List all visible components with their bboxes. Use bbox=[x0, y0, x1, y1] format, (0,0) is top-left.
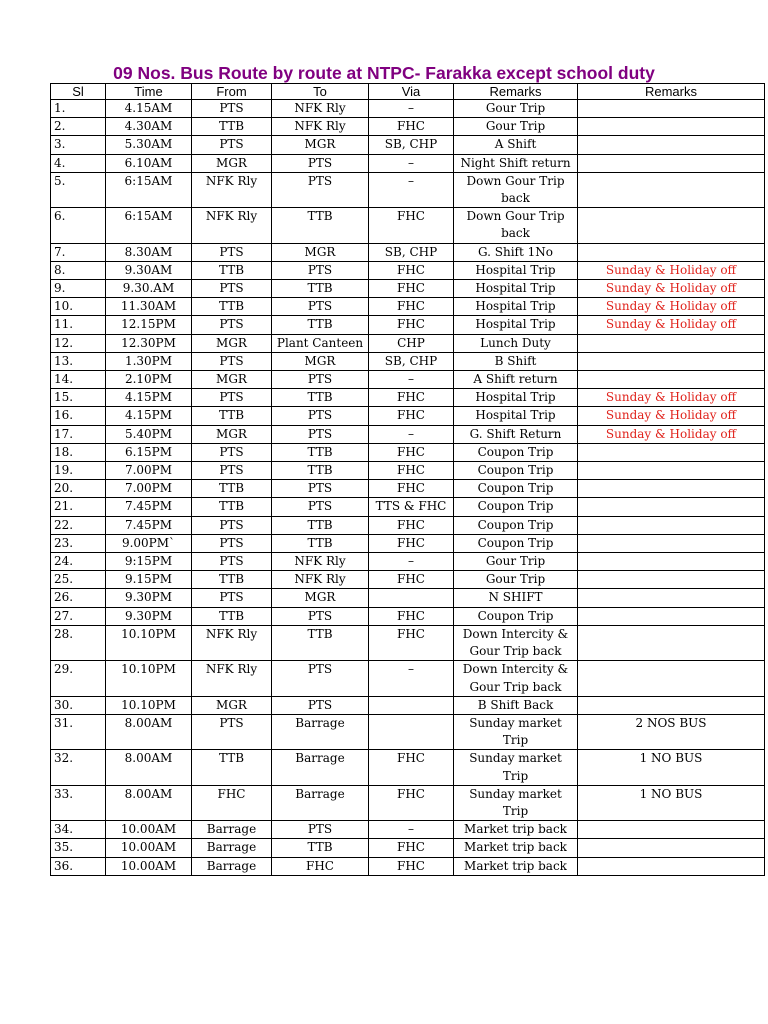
cell-remarks: Coupon Trip bbox=[454, 534, 578, 552]
cell-sl: 18. bbox=[51, 443, 106, 461]
table-row bbox=[51, 208, 765, 243]
cell-via: TTS & FHC bbox=[369, 498, 454, 516]
cell-sl: 5. bbox=[51, 172, 106, 207]
cell-from: NFK Rly bbox=[192, 661, 272, 696]
cell-via: CHP bbox=[369, 334, 454, 352]
cell-via: – bbox=[369, 100, 454, 118]
cell-via: FHC bbox=[369, 208, 454, 243]
cell-from: TTB bbox=[192, 480, 272, 498]
cell-to: PTS bbox=[272, 607, 369, 625]
cell-remarks: Market trip back bbox=[454, 857, 578, 875]
bus-route-table bbox=[50, 83, 765, 876]
cell-remarks: G. Shift Return bbox=[454, 425, 578, 443]
cell-from: PTS bbox=[192, 136, 272, 154]
cell-remarks-2 bbox=[578, 100, 765, 118]
cell-time: 1.30PM bbox=[106, 352, 192, 370]
cell-remarks-2 bbox=[578, 571, 765, 589]
cell-to: TTB bbox=[272, 534, 369, 552]
cell-remarks-2: Sunday & Holiday off bbox=[578, 280, 765, 298]
cell-remarks-2 bbox=[578, 154, 765, 172]
cell-remarks: Hospital Trip bbox=[454, 280, 578, 298]
cell-via: – bbox=[369, 154, 454, 172]
cell-remarks-2: Sunday & Holiday off bbox=[578, 298, 765, 316]
cell-sl: 25. bbox=[51, 571, 106, 589]
cell-sl: 26. bbox=[51, 589, 106, 607]
cell-remarks: Sunday market Trip bbox=[454, 785, 578, 820]
cell-time: 7.00PM bbox=[106, 462, 192, 480]
table-row bbox=[51, 172, 765, 207]
table-row bbox=[51, 498, 765, 516]
cell-remarks: Sunday market Trip bbox=[454, 714, 578, 749]
header-to: To bbox=[272, 84, 369, 100]
cell-to: PTS bbox=[272, 661, 369, 696]
cell-time: 9.30PM bbox=[106, 589, 192, 607]
cell-sl: 27. bbox=[51, 607, 106, 625]
cell-via: FHC bbox=[369, 443, 454, 461]
header-from: From bbox=[192, 84, 272, 100]
cell-via bbox=[369, 589, 454, 607]
cell-sl: 6. bbox=[51, 208, 106, 243]
cell-remarks: Coupon Trip bbox=[454, 462, 578, 480]
table-body bbox=[51, 100, 765, 876]
cell-time: 10.00AM bbox=[106, 857, 192, 875]
table-row bbox=[51, 534, 765, 552]
cell-time: 10.00AM bbox=[106, 821, 192, 839]
cell-remarks: Gour Trip bbox=[454, 100, 578, 118]
table-row bbox=[51, 607, 765, 625]
cell-time: 11.30AM bbox=[106, 298, 192, 316]
cell-via: FHC bbox=[369, 462, 454, 480]
cell-sl: 15. bbox=[51, 389, 106, 407]
cell-sl: 13. bbox=[51, 352, 106, 370]
cell-sl: 33. bbox=[51, 785, 106, 820]
cell-to: PTS bbox=[272, 498, 369, 516]
cell-via: FHC bbox=[369, 407, 454, 425]
cell-sl: 8. bbox=[51, 261, 106, 279]
cell-time: 8.00AM bbox=[106, 785, 192, 820]
cell-remarks: Hospital Trip bbox=[454, 389, 578, 407]
cell-remarks-2: Sunday & Holiday off bbox=[578, 407, 765, 425]
cell-sl: 30. bbox=[51, 696, 106, 714]
cell-remarks: Down Gour Trip back bbox=[454, 208, 578, 243]
cell-remarks: Coupon Trip bbox=[454, 516, 578, 534]
cell-time: 9.30.AM bbox=[106, 280, 192, 298]
cell-from: NFK Rly bbox=[192, 172, 272, 207]
cell-remarks-2 bbox=[578, 443, 765, 461]
table-row bbox=[51, 857, 765, 875]
cell-from: PTS bbox=[192, 589, 272, 607]
cell-time: 12.30PM bbox=[106, 334, 192, 352]
cell-sl: 17. bbox=[51, 425, 106, 443]
table-row bbox=[51, 589, 765, 607]
table-row bbox=[51, 100, 765, 118]
cell-from: TTB bbox=[192, 118, 272, 136]
cell-from: PTS bbox=[192, 100, 272, 118]
table-row bbox=[51, 821, 765, 839]
cell-time: 6:15AM bbox=[106, 208, 192, 243]
cell-via: – bbox=[369, 553, 454, 571]
cell-to: PTS bbox=[272, 298, 369, 316]
cell-via: SB, CHP bbox=[369, 352, 454, 370]
cell-to: TTB bbox=[272, 208, 369, 243]
cell-from: TTB bbox=[192, 498, 272, 516]
cell-from: Barrage bbox=[192, 839, 272, 857]
cell-time: 4.15PM bbox=[106, 389, 192, 407]
cell-from: TTB bbox=[192, 607, 272, 625]
cell-to: NFK Rly bbox=[272, 553, 369, 571]
cell-sl: 16. bbox=[51, 407, 106, 425]
cell-time: 7.45PM bbox=[106, 516, 192, 534]
cell-from: TTB bbox=[192, 298, 272, 316]
cell-time: 4.15AM bbox=[106, 100, 192, 118]
cell-remarks: Coupon Trip bbox=[454, 607, 578, 625]
table-row bbox=[51, 407, 765, 425]
cell-sl: 31. bbox=[51, 714, 106, 749]
table-row bbox=[51, 118, 765, 136]
table-row bbox=[51, 261, 765, 279]
cell-time: 7.00PM bbox=[106, 480, 192, 498]
cell-to: Barrage bbox=[272, 750, 369, 785]
cell-remarks-2 bbox=[578, 821, 765, 839]
cell-time: 5.30AM bbox=[106, 136, 192, 154]
cell-via: – bbox=[369, 172, 454, 207]
cell-from: PTS bbox=[192, 243, 272, 261]
table-row bbox=[51, 136, 765, 154]
cell-time: 7.45PM bbox=[106, 498, 192, 516]
cell-from: PTS bbox=[192, 389, 272, 407]
cell-to: Plant Canteen bbox=[272, 334, 369, 352]
cell-from: Barrage bbox=[192, 857, 272, 875]
cell-to: Barrage bbox=[272, 785, 369, 820]
cell-from: MGR bbox=[192, 371, 272, 389]
table-row bbox=[51, 750, 765, 785]
cell-remarks: Gour Trip bbox=[454, 118, 578, 136]
cell-sl: 14. bbox=[51, 371, 106, 389]
table-row bbox=[51, 154, 765, 172]
cell-remarks: Market trip back bbox=[454, 839, 578, 857]
header-sl: Sl bbox=[51, 84, 106, 100]
cell-time: 8.00AM bbox=[106, 714, 192, 749]
cell-time: 6.15PM bbox=[106, 443, 192, 461]
table-row bbox=[51, 696, 765, 714]
cell-remarks: Hospital Trip bbox=[454, 316, 578, 334]
cell-remarks: Gour Trip bbox=[454, 553, 578, 571]
cell-remarks-2 bbox=[578, 498, 765, 516]
table-row bbox=[51, 371, 765, 389]
cell-to: FHC bbox=[272, 857, 369, 875]
document-title: 09 Nos. Bus Route by route at NTPC- Farakka except school duty bbox=[113, 63, 655, 83]
cell-remarks-2 bbox=[578, 480, 765, 498]
cell-remarks: Night Shift return bbox=[454, 154, 578, 172]
cell-time: 4.30AM bbox=[106, 118, 192, 136]
table-row bbox=[51, 425, 765, 443]
cell-remarks-2: 1 NO BUS bbox=[578, 785, 765, 820]
table-row bbox=[51, 553, 765, 571]
cell-to: PTS bbox=[272, 154, 369, 172]
cell-remarks-2 bbox=[578, 136, 765, 154]
cell-remarks-2 bbox=[578, 625, 765, 660]
cell-to: NFK Rly bbox=[272, 100, 369, 118]
cell-from: MGR bbox=[192, 154, 272, 172]
cell-remarks-2 bbox=[578, 172, 765, 207]
cell-from: MGR bbox=[192, 334, 272, 352]
cell-from: PTS bbox=[192, 516, 272, 534]
cell-time: 9.15PM bbox=[106, 571, 192, 589]
cell-remarks-2 bbox=[578, 208, 765, 243]
cell-remarks: B Shift Back bbox=[454, 696, 578, 714]
cell-remarks: Coupon Trip bbox=[454, 443, 578, 461]
header-time: Time bbox=[106, 84, 192, 100]
cell-time: 9:15PM bbox=[106, 553, 192, 571]
cell-via: SB, CHP bbox=[369, 243, 454, 261]
cell-via: FHC bbox=[369, 118, 454, 136]
cell-via: FHC bbox=[369, 280, 454, 298]
cell-remarks-2 bbox=[578, 696, 765, 714]
cell-sl: 21. bbox=[51, 498, 106, 516]
cell-remarks: Market trip back bbox=[454, 821, 578, 839]
table-row bbox=[51, 714, 765, 749]
table-row bbox=[51, 352, 765, 370]
table-row bbox=[51, 316, 765, 334]
cell-from: PTS bbox=[192, 352, 272, 370]
table-row bbox=[51, 334, 765, 352]
table-row bbox=[51, 243, 765, 261]
cell-to: PTS bbox=[272, 821, 369, 839]
table-header-row bbox=[51, 84, 765, 100]
cell-time: 9.30AM bbox=[106, 261, 192, 279]
cell-sl: 34. bbox=[51, 821, 106, 839]
table-row bbox=[51, 661, 765, 696]
cell-remarks: A Shift bbox=[454, 136, 578, 154]
cell-sl: 3. bbox=[51, 136, 106, 154]
cell-remarks-2 bbox=[578, 607, 765, 625]
cell-remarks-2 bbox=[578, 553, 765, 571]
cell-sl: 7. bbox=[51, 243, 106, 261]
table-row bbox=[51, 839, 765, 857]
cell-from: PTS bbox=[192, 316, 272, 334]
cell-time: 10.10PM bbox=[106, 696, 192, 714]
cell-sl: 11. bbox=[51, 316, 106, 334]
cell-via: FHC bbox=[369, 389, 454, 407]
cell-remarks: B Shift bbox=[454, 352, 578, 370]
cell-remarks-2: Sunday & Holiday off bbox=[578, 316, 765, 334]
cell-remarks-2 bbox=[578, 334, 765, 352]
cell-from: NFK Rly bbox=[192, 208, 272, 243]
cell-via: FHC bbox=[369, 625, 454, 660]
cell-remarks: Down Intercity & Gour Trip back bbox=[454, 625, 578, 660]
cell-from: TTB bbox=[192, 261, 272, 279]
cell-from: MGR bbox=[192, 696, 272, 714]
cell-via: FHC bbox=[369, 750, 454, 785]
cell-sl: 12. bbox=[51, 334, 106, 352]
cell-remarks-2 bbox=[578, 857, 765, 875]
header-remarks-2: Remarks bbox=[578, 84, 765, 100]
cell-via: – bbox=[369, 425, 454, 443]
table-row bbox=[51, 443, 765, 461]
cell-remarks: Hospital Trip bbox=[454, 407, 578, 425]
cell-to: TTB bbox=[272, 316, 369, 334]
table-row bbox=[51, 462, 765, 480]
cell-to: PTS bbox=[272, 371, 369, 389]
cell-sl: 4. bbox=[51, 154, 106, 172]
cell-remarks: Coupon Trip bbox=[454, 480, 578, 498]
table-row bbox=[51, 625, 765, 660]
cell-to: TTB bbox=[272, 389, 369, 407]
cell-time: 8.00AM bbox=[106, 750, 192, 785]
cell-sl: 24. bbox=[51, 553, 106, 571]
cell-to: PTS bbox=[272, 696, 369, 714]
cell-sl: 1. bbox=[51, 100, 106, 118]
cell-via: – bbox=[369, 661, 454, 696]
cell-to: TTB bbox=[272, 625, 369, 660]
cell-remarks-2 bbox=[578, 371, 765, 389]
cell-to: TTB bbox=[272, 839, 369, 857]
cell-via: FHC bbox=[369, 607, 454, 625]
cell-to: PTS bbox=[272, 407, 369, 425]
cell-to: MGR bbox=[272, 136, 369, 154]
cell-via: – bbox=[369, 821, 454, 839]
cell-to: PTS bbox=[272, 480, 369, 498]
cell-remarks-2: Sunday & Holiday off bbox=[578, 389, 765, 407]
cell-via: FHC bbox=[369, 857, 454, 875]
cell-time: 8.30AM bbox=[106, 243, 192, 261]
cell-remarks: Hospital Trip bbox=[454, 261, 578, 279]
cell-via: SB, CHP bbox=[369, 136, 454, 154]
cell-remarks-2: 1 NO BUS bbox=[578, 750, 765, 785]
cell-time: 6.10AM bbox=[106, 154, 192, 172]
cell-sl: 23. bbox=[51, 534, 106, 552]
cell-to: PTS bbox=[272, 172, 369, 207]
cell-remarks-2: Sunday & Holiday off bbox=[578, 261, 765, 279]
cell-from: PTS bbox=[192, 280, 272, 298]
cell-from: FHC bbox=[192, 785, 272, 820]
cell-to: NFK Rly bbox=[272, 118, 369, 136]
cell-remarks-2 bbox=[578, 243, 765, 261]
cell-time: 10.10PM bbox=[106, 661, 192, 696]
cell-via: FHC bbox=[369, 785, 454, 820]
cell-via: FHC bbox=[369, 516, 454, 534]
cell-to: PTS bbox=[272, 425, 369, 443]
cell-via: FHC bbox=[369, 839, 454, 857]
cell-sl: 32. bbox=[51, 750, 106, 785]
cell-from: Barrage bbox=[192, 821, 272, 839]
cell-to: MGR bbox=[272, 243, 369, 261]
table-row bbox=[51, 571, 765, 589]
cell-time: 4.15PM bbox=[106, 407, 192, 425]
cell-to: MGR bbox=[272, 589, 369, 607]
cell-time: 9.00PM` bbox=[106, 534, 192, 552]
cell-to: TTB bbox=[272, 443, 369, 461]
cell-remarks-2 bbox=[578, 516, 765, 534]
cell-remarks-2 bbox=[578, 462, 765, 480]
cell-remarks: Lunch Duty bbox=[454, 334, 578, 352]
cell-sl: 22. bbox=[51, 516, 106, 534]
cell-to: NFK Rly bbox=[272, 571, 369, 589]
cell-sl: 28. bbox=[51, 625, 106, 660]
cell-via: – bbox=[369, 371, 454, 389]
cell-to: MGR bbox=[272, 352, 369, 370]
cell-time: 12.15PM bbox=[106, 316, 192, 334]
cell-from: PTS bbox=[192, 462, 272, 480]
cell-sl: 35. bbox=[51, 839, 106, 857]
cell-to: PTS bbox=[272, 261, 369, 279]
cell-sl: 2. bbox=[51, 118, 106, 136]
cell-remarks: Down Gour Trip back bbox=[454, 172, 578, 207]
cell-time: 10.10PM bbox=[106, 625, 192, 660]
header-remarks: Remarks bbox=[454, 84, 578, 100]
cell-time: 6:15AM bbox=[106, 172, 192, 207]
cell-from: NFK Rly bbox=[192, 625, 272, 660]
cell-via: FHC bbox=[369, 534, 454, 552]
cell-remarks-2 bbox=[578, 839, 765, 857]
cell-sl: 20. bbox=[51, 480, 106, 498]
cell-remarks: Hospital Trip bbox=[454, 298, 578, 316]
cell-remarks: A Shift return bbox=[454, 371, 578, 389]
table-row bbox=[51, 480, 765, 498]
cell-via: FHC bbox=[369, 261, 454, 279]
cell-remarks: G. Shift 1No bbox=[454, 243, 578, 261]
cell-from: TTB bbox=[192, 750, 272, 785]
cell-from: TTB bbox=[192, 407, 272, 425]
cell-from: PTS bbox=[192, 553, 272, 571]
cell-remarks-2: Sunday & Holiday off bbox=[578, 425, 765, 443]
cell-via bbox=[369, 714, 454, 749]
cell-via: FHC bbox=[369, 316, 454, 334]
table-row bbox=[51, 785, 765, 820]
cell-time: 9.30PM bbox=[106, 607, 192, 625]
cell-sl: 29. bbox=[51, 661, 106, 696]
cell-sl: 36. bbox=[51, 857, 106, 875]
cell-from: PTS bbox=[192, 714, 272, 749]
cell-sl: 10. bbox=[51, 298, 106, 316]
cell-remarks: Coupon Trip bbox=[454, 498, 578, 516]
table-row bbox=[51, 280, 765, 298]
cell-to: TTB bbox=[272, 516, 369, 534]
cell-to: Barrage bbox=[272, 714, 369, 749]
cell-remarks-2: 2 NOS BUS bbox=[578, 714, 765, 749]
cell-sl: 19. bbox=[51, 462, 106, 480]
header-via: Via bbox=[369, 84, 454, 100]
cell-from: PTS bbox=[192, 534, 272, 552]
cell-from: MGR bbox=[192, 425, 272, 443]
cell-remarks: Sunday market Trip bbox=[454, 750, 578, 785]
cell-via: FHC bbox=[369, 571, 454, 589]
cell-remarks: N SHIFT bbox=[454, 589, 578, 607]
cell-to: TTB bbox=[272, 280, 369, 298]
cell-remarks-2 bbox=[578, 534, 765, 552]
cell-remarks-2 bbox=[578, 352, 765, 370]
cell-from: TTB bbox=[192, 571, 272, 589]
cell-via: FHC bbox=[369, 480, 454, 498]
cell-remarks-2 bbox=[578, 589, 765, 607]
cell-remarks-2 bbox=[578, 118, 765, 136]
cell-time: 2.10PM bbox=[106, 371, 192, 389]
table-row bbox=[51, 516, 765, 534]
table-row bbox=[51, 389, 765, 407]
cell-remarks: Gour Trip bbox=[454, 571, 578, 589]
cell-via bbox=[369, 696, 454, 714]
cell-time: 5.40PM bbox=[106, 425, 192, 443]
cell-from: PTS bbox=[192, 443, 272, 461]
cell-remarks-2 bbox=[578, 661, 765, 696]
cell-remarks: Down Intercity & Gour Trip back bbox=[454, 661, 578, 696]
cell-time: 10.00AM bbox=[106, 839, 192, 857]
table-row bbox=[51, 298, 765, 316]
cell-via: FHC bbox=[369, 298, 454, 316]
cell-sl: 9. bbox=[51, 280, 106, 298]
cell-to: TTB bbox=[272, 462, 369, 480]
